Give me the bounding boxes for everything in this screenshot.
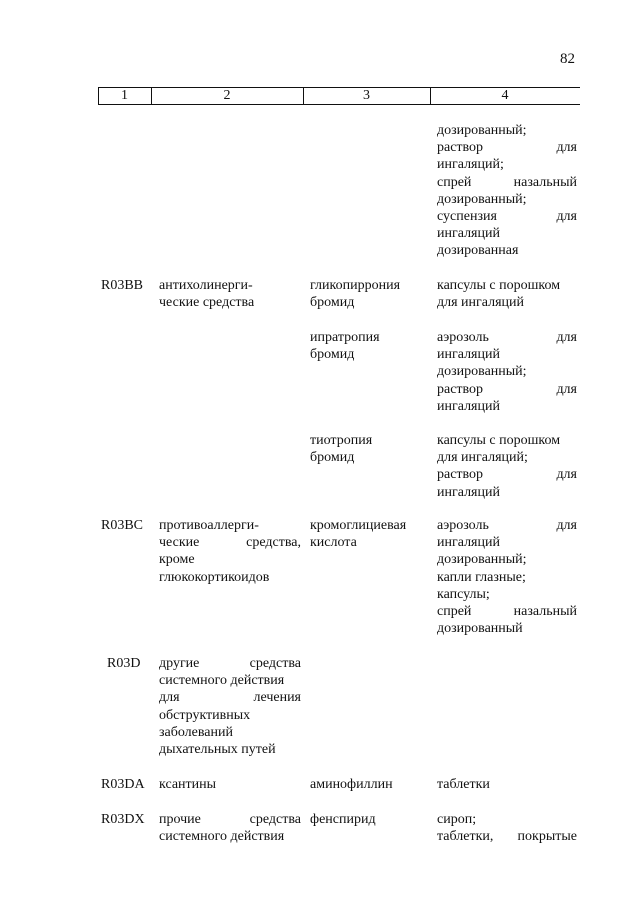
form-line: для ингаляций [437,295,525,311]
atc-code: R03BB [101,278,144,293]
group-line: системного действия [159,673,285,689]
form-line: дозированный; [437,552,527,568]
atc-code: R03D [107,656,141,671]
group-line: ческие средства, [159,535,301,551]
group-line: кроме [159,552,195,568]
drug-line: гликопиррония [310,278,401,293]
group-line: антихолинерги- [159,278,253,293]
drug-line: ипратропия [310,330,380,345]
form-line: раствор для [437,140,577,156]
form-line: сироп; [437,812,477,827]
header-col-3: 3 [363,88,370,103]
group-line: другие средства [159,656,301,671]
dosage-forms [437,776,577,793]
group-line: ческие средства [159,295,255,311]
drug-name [310,329,428,363]
group-line: противоаллерги- [159,518,259,533]
drug-line: тиотропия [310,433,373,448]
drug-line: кислота [310,535,357,551]
drug-line: бромид [310,450,355,466]
table-header [98,87,580,104]
form-line: дозированный; [437,191,527,207]
group-name [159,517,301,586]
dosage-forms [437,277,577,311]
drug-line: аминофиллин [310,777,393,792]
page-number: 82 [560,51,575,67]
drug-name [310,517,428,551]
drug-name [310,811,428,828]
form-line: ингаляций [437,347,500,363]
form-line: ингаляций; [437,157,504,173]
drug-line: бромид [310,295,355,311]
dosage-forms [437,329,577,415]
drug-line: фенспирид [310,812,376,827]
drug-line: бромид [310,347,355,363]
dosage-forms [437,517,577,637]
atc-code: R03BC [101,518,144,533]
form-line: ингаляций [437,226,500,242]
form-line: дозированный; [437,123,527,138]
form-line: дозированный [437,621,523,637]
form-line: раствор для [437,467,577,483]
group-line: глюкокортикоидов [159,569,270,585]
group-name [159,277,301,311]
form-line: аэрозоль для [437,518,577,533]
drug-line: кромоглициевая [310,518,407,533]
group-line: ксантины [159,777,217,792]
form-line: ингаляций [437,398,500,414]
atc-code: R03DX [101,812,145,827]
header-col-1: 1 [121,88,128,103]
form-line: для ингаляций; [437,450,528,466]
form-line: таблетки, покрытые [437,829,577,845]
form-line: суспензия для [437,209,577,225]
form-line: спрей назальный [437,174,577,190]
drug-name [310,776,428,793]
group-name [159,655,301,758]
group-line: прочие средства [159,812,301,827]
group-line: заболеваний [159,724,233,740]
group-line: системного действия [159,829,285,845]
form-line: капсулы с порошком [437,278,561,293]
drug-name [310,432,428,466]
form-line: дозированная [437,243,519,259]
form-line: раствор для [437,381,577,397]
form-line: аэрозоль для [437,330,577,345]
continuation-forms [437,122,577,260]
group-name [159,776,301,793]
form-line: капли глазные; [437,569,526,585]
header-col-2: 2 [223,88,231,103]
dosage-forms [437,432,577,501]
form-line: капсулы с порошком [437,433,561,448]
form-line: таблетки [437,777,490,792]
form-line: дозированный; [437,364,527,380]
header-bottom-rule [98,104,580,105]
group-line: дыхательных путей [159,742,276,758]
header-col-4: 4 [501,88,509,103]
atc-code: R03DA [101,777,145,792]
dosage-forms [437,811,577,845]
group-name [159,811,301,845]
form-line: ингаляций [437,535,500,551]
group-line: для лечения [159,690,301,706]
group-line: обструктивных [159,707,251,723]
drug-name [310,277,428,311]
form-line: ингаляций [437,484,500,500]
form-line: спрей назальный [437,604,577,620]
form-line: капсулы; [437,586,490,602]
